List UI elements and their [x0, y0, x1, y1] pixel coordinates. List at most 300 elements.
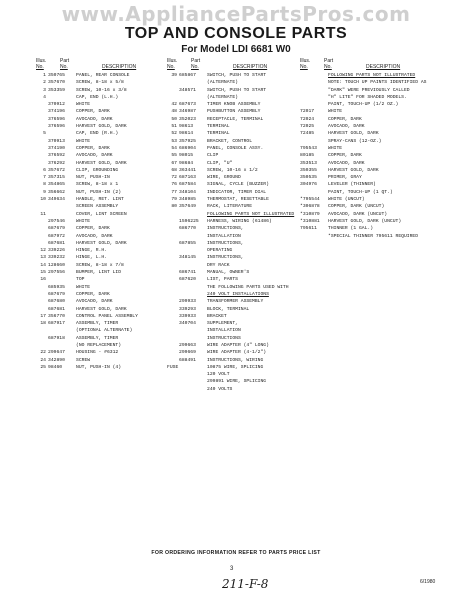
illus-number [167, 276, 179, 283]
part-number: 304976 [300, 182, 317, 188]
part-description: DRY RACK [207, 262, 230, 268]
part-description: HINGE, R.H. [76, 248, 107, 254]
illus-number [167, 247, 179, 254]
part-description: HARVEST GOLD, DARK [328, 167, 379, 173]
illus-number [36, 225, 48, 232]
part-description: WHITE [76, 284, 91, 290]
part-number: 687972 [48, 233, 65, 239]
part-number: *310881 [300, 218, 320, 224]
part-row [300, 138, 436, 145]
illus-number: 12 [40, 248, 46, 254]
part-description: (ALTERNATE) [207, 80, 238, 86]
part-row [300, 211, 436, 218]
part-number: 374190 [48, 145, 65, 151]
part-row [36, 160, 172, 167]
illus-number [36, 298, 48, 305]
part-description: INSTALLATION [207, 233, 241, 239]
part-number: 72017 [300, 109, 315, 115]
part-description: "H" LITE" FOR SHADED MODELS. [328, 94, 407, 100]
illus-number: 53 [171, 138, 177, 144]
part-description: COPPER, DARK [76, 145, 110, 151]
part-number: 687584 [179, 182, 196, 188]
illus-number [167, 225, 179, 232]
handwritten-note: 211-F-8 [222, 577, 269, 591]
part-description: AVOCADO, DARK [328, 124, 365, 130]
illus-number: 68 [171, 167, 177, 173]
part-number [179, 371, 207, 378]
part-number: 357649 [179, 204, 196, 210]
part-row [300, 233, 436, 240]
part-number [300, 87, 328, 94]
illus-number [36, 335, 48, 342]
illus-number [167, 306, 179, 313]
part-row [167, 145, 305, 152]
part-row [300, 203, 436, 210]
illus-number [167, 269, 179, 276]
part-row [36, 269, 172, 276]
illus-number: 52 [171, 131, 177, 137]
ordering-footer: FOR ORDERING INFORMATION REFER TO PARTS PRICE LIST [151, 550, 321, 556]
part-row [167, 225, 305, 232]
part-row [300, 123, 436, 130]
part-description: FOLLOWING PARTS NOT ILLUSTRATED [207, 211, 295, 217]
part-row [36, 364, 172, 371]
illus-number: 77 [171, 189, 177, 195]
part-row [167, 306, 305, 313]
illus-number [167, 284, 179, 291]
part-number [179, 262, 207, 269]
part-number [179, 284, 207, 291]
part-description: SCREEN ASSEMBLY [76, 204, 119, 210]
illus-number: 22 [40, 350, 46, 356]
illus-number [167, 349, 179, 356]
illus-number [36, 291, 48, 298]
illus-number [167, 342, 179, 349]
part-number: 687681 [48, 240, 65, 246]
part-number: 98614 [179, 131, 194, 137]
part-row [167, 349, 305, 356]
part-number [179, 79, 207, 86]
part-row [167, 327, 305, 334]
part-description: HOUSING - #6312 [76, 350, 119, 356]
illus-number: 10 [40, 197, 46, 203]
part-number: *795544 [300, 197, 320, 203]
part-description: HARNESS, WIRING (61486) [207, 218, 272, 224]
part-row [36, 349, 172, 356]
illus-number: 11 [40, 211, 46, 217]
part-description: 120 VOLT [207, 372, 230, 378]
part-number: 363441 [179, 167, 196, 173]
column-header: Illus. Part No. No. DESCRIPTION [36, 58, 137, 70]
part-description: HANDLE, RET. LINT [76, 197, 124, 203]
part-row [167, 94, 305, 101]
part-number [300, 138, 328, 145]
part-description: TERMINAL [207, 131, 230, 137]
part-number: 687163 [179, 175, 196, 181]
part-description: *SPECIAL THINNER 795611 REQUIRED [328, 233, 419, 239]
illus-number [36, 240, 48, 247]
part-description: HARVEST GOLD, DARK [76, 240, 127, 246]
part-description: ASSEMBLY, TIMER [76, 335, 119, 341]
part-row [167, 218, 305, 225]
illus-number: 54 [171, 145, 177, 151]
part-description: RACK, LITERATURE [207, 204, 253, 210]
part-row [36, 291, 172, 298]
part-row [300, 87, 436, 94]
part-row [36, 167, 172, 174]
illus-number [36, 218, 48, 225]
part-description: OPERATING [207, 248, 233, 254]
part-number [48, 130, 76, 137]
illus-number: 13 [40, 255, 46, 261]
part-number: 339232 [48, 255, 65, 261]
illus-number [36, 342, 48, 349]
part-number: 357670 [48, 80, 65, 86]
part-description: HARVEST GOLD, DARK [328, 131, 379, 137]
part-row [36, 79, 172, 86]
part-description: WHITE [76, 102, 91, 108]
part-row [300, 160, 436, 167]
part-row [300, 79, 436, 86]
part-description: TERMINAL [207, 124, 230, 130]
part-description: 240 VOLTS [207, 386, 233, 392]
illus-number [36, 101, 48, 108]
part-description: WIRE ADAPTER (4" LONG) [207, 342, 269, 348]
part-number: 687679 [48, 226, 65, 232]
part-number: 686770 [179, 226, 196, 232]
illus-number [167, 320, 179, 327]
part-number [179, 94, 207, 101]
part-description: BRACKET, CONTROL [207, 138, 253, 144]
part-number: 687679 [48, 291, 65, 297]
document-code: 6/1980 [420, 579, 436, 585]
part-number: 299647 [48, 350, 65, 356]
part-row [36, 254, 172, 261]
part-row [300, 174, 436, 181]
part-number: 350765 [48, 73, 65, 78]
part-row [300, 94, 436, 101]
part-row [167, 72, 305, 79]
part-row [36, 276, 172, 283]
part-description: SPRAY-CANS (12-OZ.) [328, 138, 382, 144]
part-row [167, 138, 305, 145]
part-row [300, 196, 436, 203]
part-description: NUT, PUSH-IN (4) [76, 364, 122, 370]
part-description: TIMER KNOB ASSEMBLY [207, 102, 261, 108]
part-number: 370912 [48, 102, 65, 108]
page-number: 3 [230, 566, 234, 572]
part-number: 687673 [179, 102, 196, 108]
part-number [300, 79, 328, 86]
part-description: SWITCH, PUSH TO START [207, 73, 267, 78]
part-number: 98460 [48, 364, 63, 370]
part-number: 339293 [179, 306, 196, 312]
part-row [300, 225, 436, 232]
part-number [179, 327, 207, 334]
part-row [36, 233, 172, 240]
part-number: 356662 [48, 189, 65, 195]
part-row [300, 181, 436, 188]
part-number: 339226 [48, 248, 65, 254]
part-number [300, 94, 328, 101]
part-row [167, 240, 305, 247]
part-number: 370913 [48, 138, 65, 144]
part-row [36, 174, 172, 181]
part-description: RECEPTACLE, TERMINAL [207, 116, 264, 122]
part-number: 348104 [179, 189, 196, 195]
illus-number [167, 262, 179, 269]
illus-number [167, 87, 179, 94]
part-row [167, 123, 305, 130]
part-number: *306878 [300, 204, 320, 210]
part-description: COPPER, DARK (UNCUT) [328, 204, 385, 210]
part-row [300, 72, 436, 79]
part-row [167, 247, 305, 254]
part-row [167, 320, 305, 327]
part-description: WHITE [76, 138, 91, 144]
part-description: INSTRUCTIONS, [207, 255, 244, 261]
part-description: (ALTERNATE) [207, 94, 238, 100]
illus-number: 6 [43, 167, 46, 173]
part-row [167, 174, 305, 181]
part-number [179, 335, 207, 342]
illus-number [36, 306, 48, 313]
part-row [300, 101, 436, 108]
part-number: 1596225 [179, 218, 199, 224]
part-number [179, 233, 207, 240]
part-row [36, 306, 172, 313]
illus-number: 1 [43, 73, 46, 78]
part-row [167, 116, 305, 123]
illus-number: 42 [171, 102, 177, 108]
watermark: www.AppliancePartsPros.com [61, 2, 411, 26]
illus-number: 39 [171, 73, 177, 78]
part-number: 72024 [300, 116, 315, 122]
part-description: BUMPER, LINT LID [76, 270, 122, 276]
illus-number [167, 335, 179, 342]
part-description: PANEL, CONSOLE ASSY. [207, 145, 264, 151]
part-row [167, 87, 305, 94]
part-description: CONTROL PANEL ASSEMBLY [76, 313, 138, 319]
part-number [179, 291, 207, 298]
part-row [36, 108, 172, 115]
part-number: 346987 [179, 109, 196, 115]
part-number: 98613 [179, 124, 194, 130]
part-description: BRACKET [207, 313, 227, 319]
part-row [167, 211, 305, 218]
part-number: 72485 [300, 131, 315, 137]
illus-number: 80 [171, 204, 177, 210]
part-description: HINGE, L.H. [76, 255, 107, 261]
part-description: AVOCADO, DARK [76, 233, 113, 239]
part-description: CLIP, "U" [207, 160, 233, 166]
parts-list-2 [167, 72, 305, 393]
illus-number [167, 94, 179, 101]
illus-number: FUSE [167, 364, 179, 370]
illus-number [36, 152, 48, 159]
part-description: SIGNAL, CYCLE (BUZZER) [207, 182, 269, 188]
part-row [36, 203, 172, 210]
part-row [167, 364, 305, 371]
part-number [48, 342, 76, 349]
part-description: COPPER, DARK [76, 226, 110, 232]
part-row [36, 72, 172, 79]
part-row [167, 313, 305, 320]
part-number: 348985 [179, 197, 196, 203]
part-number: 687918 [48, 335, 65, 341]
part-number: 354865 [48, 182, 65, 188]
illus-number: 24 [40, 357, 46, 363]
part-description: THERMOSTAT, RESETTABLE [207, 197, 269, 203]
part-row [167, 189, 305, 196]
part-number: 374196 [48, 109, 65, 115]
part-description: 10875 WIRE, SPLICING [207, 364, 264, 370]
part-number: 299663 [179, 342, 196, 348]
part-row [36, 138, 172, 145]
part-description: CAP, END (L.H.) [76, 94, 119, 100]
part-number [179, 378, 207, 385]
part-row [300, 130, 436, 137]
part-row [167, 160, 305, 167]
parts-list-1 [36, 72, 172, 371]
part-number: 376596 [48, 124, 65, 130]
part-row [167, 378, 305, 385]
part-row [167, 130, 305, 137]
part-description: (NO REPLACEMENT) [76, 342, 122, 348]
part-number [48, 276, 76, 283]
part-number: 353359 [48, 87, 65, 93]
illus-number: 25 [40, 364, 46, 370]
part-row [167, 284, 305, 291]
part-number [48, 211, 76, 218]
part-number: 352023 [179, 116, 196, 122]
part-description: SCREW, 10-16 x 1/2 [207, 167, 258, 173]
part-row [36, 94, 172, 101]
illus-number [167, 386, 179, 393]
part-row [36, 181, 172, 188]
part-number [48, 327, 76, 334]
parts-column-1 [36, 58, 172, 371]
part-row [36, 101, 172, 108]
part-row [36, 284, 172, 291]
parts-column-2 [167, 58, 305, 393]
part-number: 357925 [179, 138, 196, 144]
part-row [167, 152, 305, 159]
part-description: PAINT, TOUCH-UP (1/2 OZ.) [328, 102, 399, 108]
part-description: CLIP, GROUNDING [76, 167, 119, 173]
part-number: 297556 [48, 270, 65, 276]
part-description: SCREW, 8-18 x 7/8 [76, 262, 124, 268]
part-number [300, 101, 328, 108]
part-description: WHITE [328, 145, 343, 151]
part-row [167, 342, 305, 349]
part-number: 340704 [179, 321, 196, 327]
part-row [36, 225, 172, 232]
part-description: TRANSFORMER ASSEMBLY [207, 299, 264, 305]
part-description: AVOCADO, DARK [328, 160, 365, 166]
part-number: 98684 [179, 160, 194, 166]
part-row [36, 189, 172, 196]
illus-number [36, 203, 48, 210]
part-description: COPPER, DARK [328, 153, 362, 159]
part-row [36, 211, 172, 218]
part-row [36, 313, 172, 320]
part-description: WIRE ADAPTER (4-1/2") [207, 350, 267, 356]
part-number: 342890 [48, 357, 65, 363]
part-number: 795543 [300, 145, 317, 151]
part-description: COPPER, DARK [76, 109, 110, 115]
illus-number [167, 371, 179, 378]
part-description: HARVEST GOLD, DARK [76, 160, 127, 166]
illus-number [167, 291, 179, 298]
illus-number [36, 138, 48, 145]
part-number [48, 94, 76, 101]
illus-number [167, 254, 179, 261]
part-description: SCREW [76, 357, 91, 363]
part-number: 128660 [48, 262, 65, 268]
part-description: INSTALLATION [207, 328, 241, 334]
part-description: AVOCADO, DARK [76, 116, 113, 122]
part-row [36, 116, 172, 123]
part-number: 357672 [48, 167, 65, 173]
part-row [36, 196, 172, 203]
part-description: AVOCADO, DARK [76, 153, 113, 159]
part-number: 687680 [48, 299, 65, 305]
part-number: 685867 [179, 73, 196, 78]
illus-number [36, 116, 48, 123]
part-row [300, 145, 436, 152]
part-number: 688491 [179, 357, 196, 363]
part-description: THE FOLLOWING PARTS USED WITH [207, 284, 289, 290]
part-number: 376292 [48, 160, 65, 166]
parts-column-3 [300, 58, 436, 240]
illus-number [167, 218, 179, 225]
part-row [300, 116, 436, 123]
part-description: SCREW, 8-18 x 5/8 [76, 80, 124, 86]
part-description: THINNER (1 GAL.) [328, 226, 374, 232]
part-number [300, 233, 328, 240]
part-description: NUT, PUSH-IN [76, 175, 110, 181]
illus-number [36, 145, 48, 152]
column-header: Illus. Part No. No. DESCRIPTION [167, 58, 268, 70]
part-row [167, 291, 305, 298]
part-row [167, 108, 305, 115]
part-description: ASSEMBLY, TIMER [76, 321, 119, 327]
part-description: COPPER, DARK [76, 291, 110, 297]
part-row [36, 87, 172, 94]
part-number: 348571 [179, 87, 196, 93]
part-row [300, 152, 436, 159]
part-row [167, 298, 305, 305]
part-number: 687620 [179, 277, 196, 283]
part-description: HARVEST GOLD, DARK [76, 306, 127, 312]
illus-number: 8 [43, 182, 46, 188]
part-row [167, 196, 305, 203]
illus-number: 18 [40, 321, 46, 327]
illus-number: 72 [171, 175, 177, 181]
part-description: MANUAL, OWNER'S [207, 270, 250, 276]
part-row [300, 218, 436, 225]
part-description: LEVELER (THINNER) [328, 182, 376, 188]
part-row [167, 335, 305, 342]
part-description: NUT, PUSH-IN (2) [76, 189, 122, 195]
part-description: TOP [76, 277, 85, 283]
part-description: SCREW, 10-16 x 3/8 [76, 87, 127, 93]
part-description: INSTRUCTIONS, WIRING [207, 357, 264, 363]
part-description: 299891 WIRE, SPLICING [207, 379, 267, 385]
part-row [167, 167, 305, 174]
part-row [36, 298, 172, 305]
